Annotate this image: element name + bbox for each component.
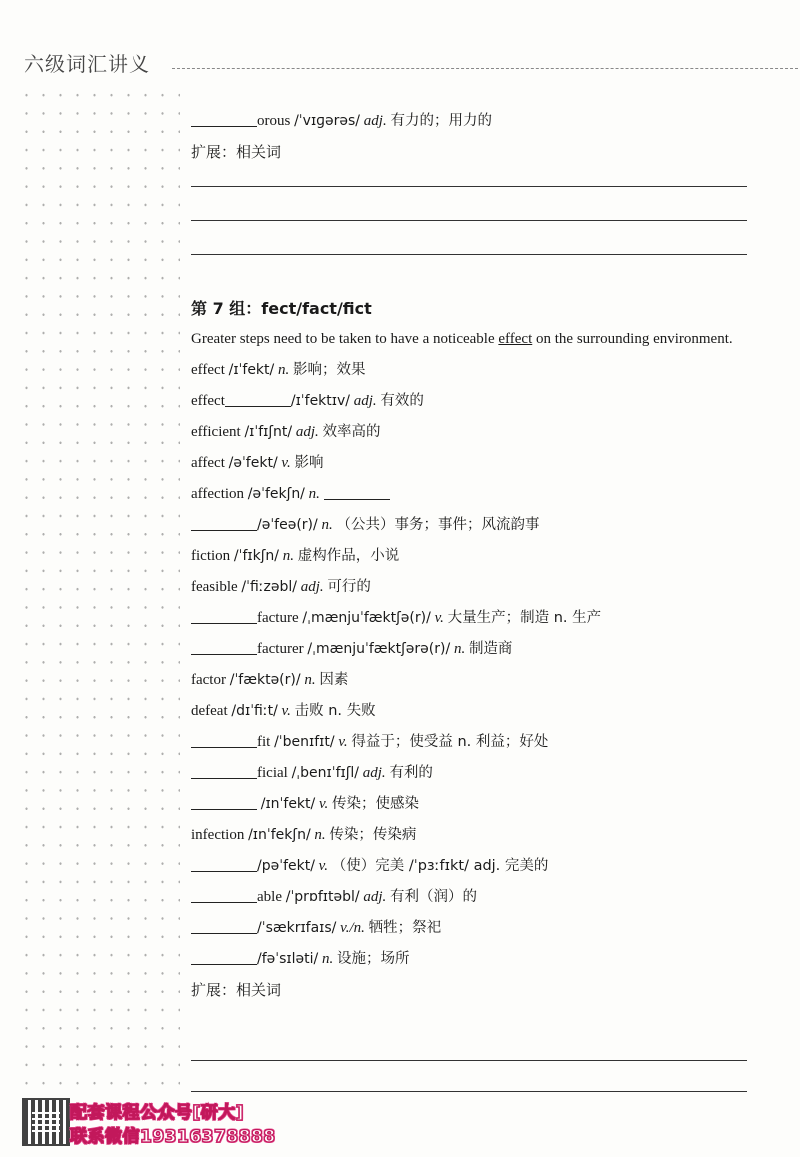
entry-headword: effect (191, 393, 225, 409)
entry-pos: n. (314, 827, 326, 843)
answer-blank[interactable] (191, 763, 257, 779)
example-sentence: Greater steps need to be taken to have a noticeable effect on the surrounding environment. (191, 331, 733, 347)
content-body (191, 106, 751, 1006)
entry-pos: v. (434, 610, 444, 626)
entry-pos: v. (338, 734, 348, 750)
writing-line[interactable] (191, 168, 747, 187)
entry-meaning: 制造商 (468, 641, 513, 657)
entry-meaning: 有利的 (389, 765, 433, 781)
entry-headword: affection (191, 486, 248, 502)
entry-pos: adj. (362, 765, 386, 781)
entry-headword: able (257, 889, 286, 905)
entry-headword: factor (191, 672, 230, 688)
entry-meaning: 击败 n. 失败 (294, 703, 376, 719)
entry-pos: adj. (363, 889, 387, 905)
entry-pos: n. (321, 517, 333, 533)
entry-ipa: /ˈprɒfɪtəbl/ (285, 889, 360, 905)
entry-ipa: /ˈbenɪfɪt/ (274, 734, 335, 750)
vocab-entry (191, 789, 751, 820)
answer-blank[interactable] (191, 639, 257, 655)
vocab-entry (191, 355, 751, 386)
answer-blank[interactable] (191, 918, 257, 934)
entry-pos: v./n. (340, 920, 365, 936)
promo-banner (18, 1094, 318, 1150)
promo-line-1: 配套课程公众号[研大] (70, 1103, 245, 1123)
entry-list (191, 355, 751, 1006)
vocab-entry (191, 572, 751, 603)
entry-ipa: /ɪˈfekt/ (228, 362, 275, 378)
entry-pos: adj. (295, 424, 319, 440)
vocab-entry (191, 727, 751, 758)
entry-pos: n. (282, 548, 295, 564)
entry-ipa: /ɪnˈfekʃn/ (248, 827, 311, 843)
entry-headword: infection (191, 827, 249, 843)
entry-meaning: 有效的 (380, 393, 424, 409)
entry-pos: v. (318, 858, 328, 874)
entry-meaning: 效率高的 (322, 424, 381, 440)
entry-meaning: 有利（润）的 (389, 889, 477, 905)
entry-meaning: 传染；使感染 (332, 796, 420, 812)
entry-headword: affect (191, 455, 229, 471)
entry-ipa: /pəˈfekt/ (257, 858, 315, 874)
entry-ipa: /fəˈsɪləti/ (257, 951, 319, 967)
dot-grid-margin (18, 86, 180, 1096)
answer-blank[interactable] (191, 887, 257, 903)
key-word: effect (498, 331, 533, 347)
writing-line[interactable] (191, 187, 747, 221)
entry-headword: ficial (257, 765, 292, 781)
entry-meaning: 虚构作品，小说 (297, 548, 400, 564)
entry-pos: n. (304, 672, 316, 688)
vocab-entry (191, 851, 751, 882)
vocab-entry (191, 541, 751, 572)
vocab-entry (191, 913, 751, 944)
extension-writing-lines (191, 1032, 747, 1092)
promo-line-2: 联系微信19316378888 (70, 1127, 276, 1147)
entry-meaning: （公共）事务；事件；风流韵事 (336, 517, 540, 533)
entry-ipa: /ɪˈfektɪv/ (290, 393, 350, 409)
header-rule (172, 68, 798, 69)
vocab-entry (191, 448, 751, 479)
vocab-entry (191, 758, 751, 789)
entry-pos: n. (308, 486, 320, 502)
entry-pos: adj. (300, 579, 324, 595)
extension-label: 扩展：相关词 (191, 981, 282, 999)
writing-line[interactable] (191, 221, 747, 255)
entry-ipa: /dɪˈfiːt/ (231, 703, 278, 719)
vocab-entry (191, 820, 751, 851)
entry-headword: fiction (191, 548, 234, 564)
entry-pos: v. (281, 703, 291, 719)
answer-blank[interactable] (225, 391, 291, 407)
vocab-entry (191, 510, 751, 541)
entry-headword: defeat (191, 703, 232, 719)
entry-ipa: /əˈfeə(r)/ (257, 517, 318, 533)
answer-blank[interactable] (191, 949, 257, 965)
entry-ipa: /ˈfæktə(r)/ (229, 672, 301, 688)
entry-meaning: 大量生产；制造 n. 生产 (447, 610, 602, 626)
entry-meaning: 有力的；用力的 (390, 113, 492, 129)
entry-meaning: 传染；传染病 (329, 827, 417, 843)
top-entry (191, 106, 751, 137)
writing-line[interactable] (191, 1032, 747, 1061)
entry-ipa: /ɪˈfɪʃnt/ (244, 424, 293, 440)
answer-blank[interactable] (191, 111, 257, 127)
entry-pos: adj. (353, 393, 377, 409)
answer-blank[interactable] (324, 484, 390, 500)
entry-headword: fit (257, 734, 275, 750)
entry-pos: v. (319, 796, 329, 812)
answer-blank[interactable] (191, 794, 257, 810)
entry-meaning: 可行的 (327, 579, 371, 595)
entry-ipa: /ˌmænjuˈfæktʃə(r)/ (302, 610, 431, 626)
answer-blank[interactable] (191, 732, 257, 748)
vocab-entry (191, 696, 751, 727)
entry-ipa: /ˌmænjuˈfæktʃərə(r)/ (307, 641, 451, 657)
writing-line[interactable] (191, 1061, 747, 1092)
entry-ipa: /ˈfiːzəbl/ (241, 579, 297, 595)
entry-pos: n. (321, 951, 334, 967)
entry-meaning: 设施；场所 (336, 951, 410, 967)
entry-meaning: 牺牲；祭祀 (368, 920, 442, 936)
entry-meaning: 因素 (319, 672, 349, 688)
answer-blank[interactable] (191, 515, 257, 531)
entry-meaning: （使）完美 /ˈpɜːfɪkt/ adj. 完美的 (331, 858, 549, 874)
vocab-entry (191, 386, 751, 417)
entry-meaning: 影响 (294, 455, 324, 471)
answer-blank[interactable] (191, 608, 257, 624)
entry-headword: facturer (257, 641, 308, 657)
page-header-title: 六级词汇讲义 (24, 52, 150, 76)
entry-pos: v. (281, 455, 291, 471)
vocab-entry (191, 944, 751, 975)
entry-pos: adj. (363, 113, 387, 129)
qr-code-icon[interactable] (22, 1098, 70, 1146)
entry-headword: feasible (191, 579, 242, 595)
entry-pos: n. (278, 362, 290, 378)
entry-suffix: orous (257, 113, 291, 129)
vocab-entry (191, 479, 751, 510)
entry-ipa: /ˌbenɪˈfɪʃl/ (291, 765, 360, 781)
entry-meaning: 影响；效果 (293, 362, 366, 378)
entry-ipa: /ˈfɪkʃn/ (233, 548, 280, 564)
answer-blank[interactable] (191, 856, 257, 872)
entry-ipa: /ɪnˈfekt/ (260, 796, 316, 812)
entry-ipa: /əˈfekt/ (228, 455, 278, 471)
entry-ipa: /ˈvɪɡərəs/ (294, 113, 361, 129)
extension-label: 扩展：相关词 (191, 143, 282, 161)
entry-ipa: /əˈfekʃn/ (247, 486, 305, 502)
entry-ipa: /ˈsækrɪfaɪs/ (257, 920, 337, 936)
vocab-entry (191, 665, 751, 696)
entry-headword: effect (191, 362, 229, 378)
group-heading: 第 7 组：fect/fact/fict (191, 299, 372, 318)
entry-headword: facture (257, 610, 303, 626)
entry-headword: efficient (191, 424, 245, 440)
vocab-entry (191, 634, 751, 665)
entry-pos: n. (453, 641, 466, 657)
vocab-entry (191, 603, 751, 634)
entry-meaning: 得益于；使受益 n. 利益；好处 (351, 734, 549, 750)
vocab-entry (191, 417, 751, 448)
vocab-entry (191, 882, 751, 913)
